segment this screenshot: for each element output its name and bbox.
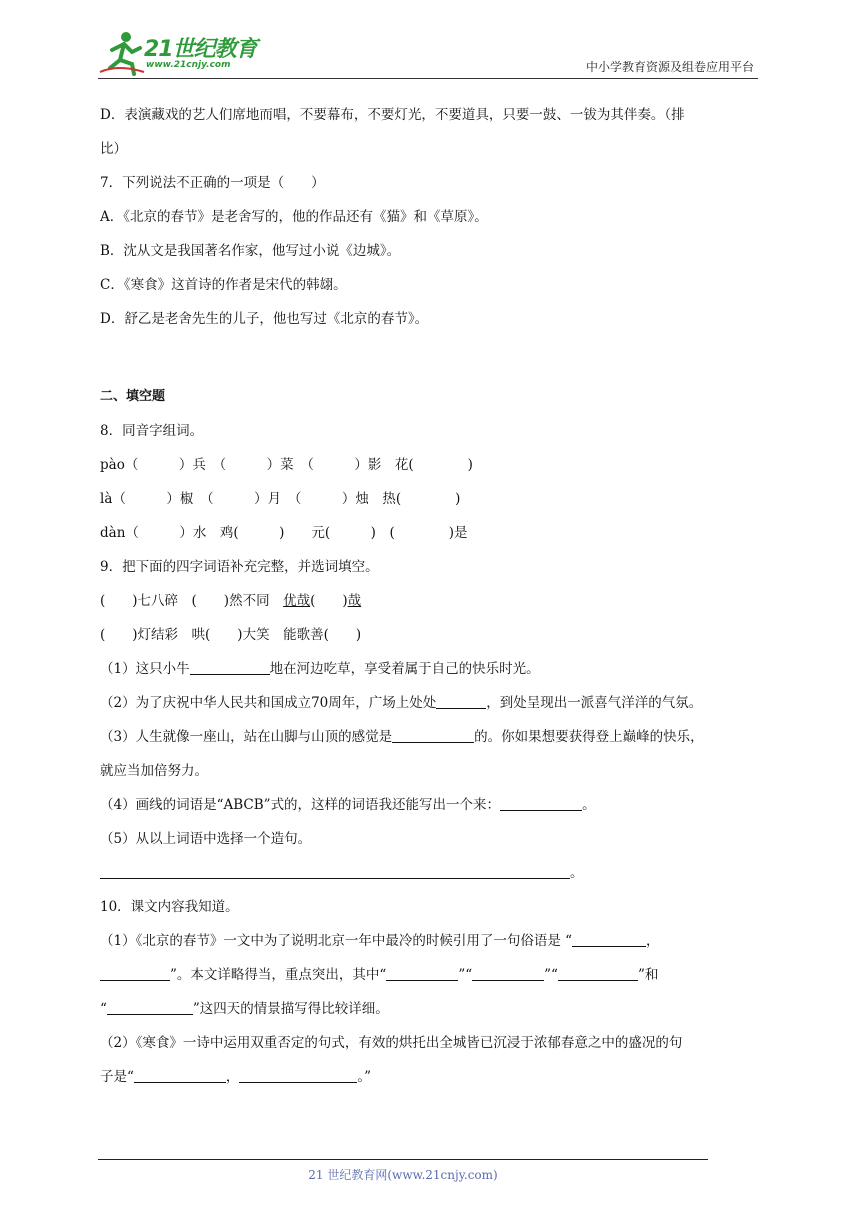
q9-sub-4-text: （4）画线的词语是“ABCB”式的，这样的词语我还能写出一个来： — [100, 797, 501, 813]
q9-underlined-word: 优哉 — [283, 593, 311, 609]
q7-option-c: C．《寒食》这首诗的作者是宋代的韩翃。 — [100, 277, 347, 293]
answer-blank[interactable] — [190, 660, 270, 675]
option-d-line: D．表演藏戏的艺人们席地而唱，不要幕布，不要灯光，不要道具，只要一鼓、一钹为其伴奏。（排 — [100, 107, 685, 123]
q9-sub-5-end: 。 — [570, 865, 584, 881]
q8-row-pao: pào（ ）兵 （ ）菜 （ ）影 花( ) — [100, 457, 473, 473]
answer-blank[interactable] — [107, 1000, 193, 1015]
q10-sub-2-end: 。” — [357, 1069, 372, 1085]
answer-blank[interactable] — [100, 966, 170, 981]
q10-comma: ， — [646, 933, 660, 949]
q9-sub-5: （5）从以上词语中选择一个造句。 — [100, 831, 312, 847]
q10-sub-1 — [100, 932, 660, 950]
q9-words-row-1 — [100, 592, 361, 610]
section-title-fill-in: 二、填空题 — [100, 389, 166, 404]
q10-sub-2: （2）《寒食》一诗中运用双重否定的句式，有效的烘托出全城皆已沉浸于浓郁春意之中的盛况的句 — [100, 1035, 683, 1051]
q9-sub-3-cont: 就应当加倍努力。 — [100, 763, 208, 779]
header-tagline: 中小学教育资源及组卷应用平台 — [585, 60, 754, 74]
q9-word-blank: ( ) — [310, 593, 348, 609]
q9-sub-2-text: （2）为了庆祝中华人民共和国成立70周年，广场上处处 — [100, 695, 437, 711]
question-10: 10．课文内容我知道。 — [100, 899, 239, 915]
answer-blank[interactable] — [500, 796, 582, 811]
q9-sub-3-text-end: 的。你如果想要获得登上巅峰的快乐， — [474, 729, 704, 745]
answer-blank[interactable] — [472, 966, 544, 981]
runner-icon — [98, 28, 146, 76]
answer-blank[interactable] — [572, 932, 646, 947]
q9-sub-1-text-end: 地在河边吃草，享受着属于自己的快乐时光。 — [269, 661, 540, 677]
q9-sub-3-text: （3）人生就像一座山，站在山脚与山顶的感觉是 — [100, 729, 393, 745]
q9-words-row-2: ( )灯结彩 哄( )大笑 能歌善( ) — [100, 627, 362, 643]
answer-blank[interactable] — [392, 728, 474, 743]
q9-sub-1-text: （1）这只小牛 — [100, 661, 190, 677]
q10-open-quote: “ — [100, 1001, 107, 1017]
question-9: 9．把下面的四字词语补充完整，并选词填空。 — [100, 559, 379, 575]
q9-sub-3 — [100, 728, 704, 746]
q9-sub-2-text-end: ，到处呈现出一派喜气洋洋的气氛。 — [486, 695, 703, 711]
answer-blank[interactable] — [100, 864, 570, 879]
logo-url: www.21cnjy.com — [146, 60, 231, 70]
q9-sub-4 — [100, 796, 596, 814]
page-footer: 21 世纪教育网(www.21cnjy.com) — [308, 1168, 498, 1182]
q10-quote: ”“ — [544, 967, 558, 983]
question-8: 8．同音字组词。 — [100, 423, 204, 439]
q10-sub-2-cont — [100, 1068, 371, 1086]
q10-quote: ”“ — [458, 967, 473, 983]
q10-sub-1-text: （1）《北京的春节》一文中为了说明北京一年中最冷的时候引用了一句俗语是 “ — [100, 933, 573, 949]
q10-sub-2-text: 子是“ — [100, 1069, 134, 1085]
q10-sub-1-text-3: ”这四天的情景描写得比较详细。 — [192, 1001, 389, 1017]
q9-words-1a: ( )七八碎 ( )然不同 — [100, 593, 284, 609]
site-logo — [98, 28, 268, 76]
q10-sub-1-cont — [100, 966, 658, 984]
question-7: 7．下列说法不正确的一项是（ ） — [100, 175, 325, 191]
q10-sub-1-cont-2 — [100, 1000, 389, 1018]
q7-option-d: D．舒乙是老舍先生的儿子，他也写过《北京的春节》。 — [100, 311, 429, 327]
page-header — [98, 28, 758, 79]
q9-underlined-char: 哉 — [347, 593, 362, 609]
q9-sub-2 — [100, 694, 702, 712]
answer-blank[interactable] — [558, 966, 638, 981]
q10-sub-2-comma: ， — [225, 1069, 240, 1085]
logo-text: 21世纪教育 — [144, 37, 257, 62]
q9-sub-5-answer — [100, 864, 584, 882]
q8-row-la: là（ ）椒 （ ）月 （ ）烛 热( ) — [100, 491, 461, 507]
footer-divider — [98, 1159, 708, 1160]
q9-sub-4-text-end: 。 — [582, 797, 596, 813]
q10-and: ”和 — [637, 967, 659, 983]
q10-sub-1-text-2: ”。本文详略得当，重点突出，其中“ — [170, 967, 387, 983]
q9-sub-1 — [100, 660, 540, 678]
answer-blank[interactable] — [134, 1068, 226, 1083]
answer-blank[interactable] — [239, 1068, 357, 1083]
answer-blank[interactable] — [436, 694, 486, 709]
q7-option-b: B．沈从文是我国著名作家，他写过小说《边城》。 — [100, 243, 401, 259]
q7-option-a: A．《北京的春节》是老舍写的，他的作品还有《猫》和《草原》。 — [100, 209, 488, 225]
answer-blank[interactable] — [386, 966, 458, 981]
q8-row-dan: dàn（ ）水 鸡( ) 元( ) ( )是 — [100, 525, 468, 541]
option-d-cont: 比） — [100, 141, 127, 157]
